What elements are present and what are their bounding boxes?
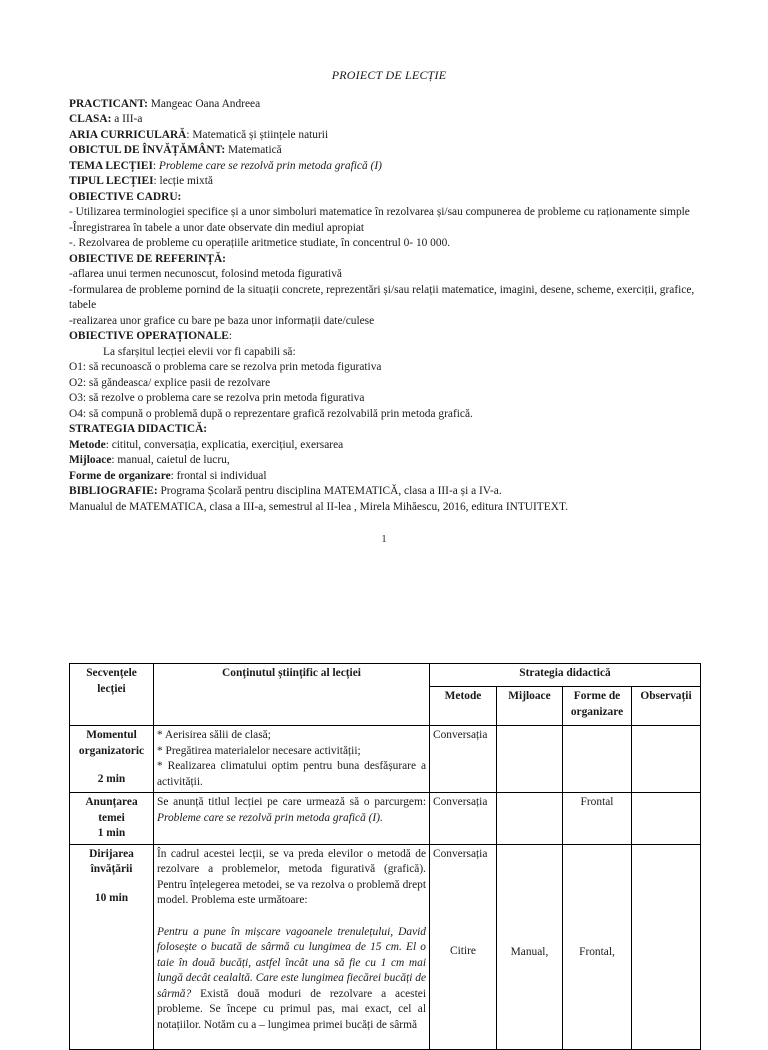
obiectul-value: Matematică: [225, 144, 282, 156]
practicant-value: Mangeac Oana Andreea: [147, 97, 261, 110]
header-strategia: Strategia didactică: [430, 664, 701, 687]
row-forme: Frontal: [563, 793, 632, 845]
row-mijloace: [497, 726, 563, 793]
header-forme: Forme de organizare: [563, 687, 632, 726]
content-line: * Realizarea climatului optim pentru buna desfășurare a activității.: [157, 760, 426, 788]
content-tail: Există două moduri de rezolvare a acestei probleme. Se începe cu primul pas, mai exact, cel al notațiilor. Notăm cu a – lungimea primei bucăți de sârmă: [157, 987, 426, 1031]
obiectiv-referinta-item: -aflarea unui termen necunoscut, folosind metoda figurativă: [69, 268, 342, 280]
lesson-plan-header: [69, 68, 709, 515]
obiective-operationale-colon: :: [228, 330, 232, 342]
mijloace-line: [69, 453, 709, 469]
header-metode: Metode: [430, 687, 497, 726]
row-forme: [563, 844, 632, 1049]
tema-sep: :: [152, 159, 159, 172]
forme-line: [69, 469, 709, 485]
aria-line: [69, 128, 709, 144]
row-content: [154, 793, 430, 845]
bibliografie-line-2: Manualul de MATEMATICA, clasa a III-a, semestrul al II-lea , Mirela Mihăescu, 2016, editura INTUITEXT.: [69, 500, 568, 513]
sequence-title: Anunțarea temei: [85, 796, 138, 824]
metode-line: [69, 438, 709, 454]
obiectiv-operational-item: O2: să găndeasca/ explice pasii de rezolvare: [69, 376, 271, 389]
table-row: [70, 793, 701, 845]
obiectiv-operational-item: O1: să recunoască o problema care se rezolva prin metoda figurativa: [69, 361, 382, 373]
content-italic: Pentru a pune în mișcare vagoanele trenulețului, David folosește o bucată de sârmă cu lungimea de 15 cm. El o taie în două bucăți, astfel încât una să fie cu 1 cm mai lungă decât cealaltă. Care este lungimea fiecărei bucăți de sârmă?: [157, 925, 426, 1000]
strategia-heading: STRATEGIA DIDACTICĂ:: [69, 423, 208, 435]
header-secvente: Secvențele lecției: [70, 664, 154, 726]
clasa-label: CLASA:: [69, 113, 112, 125]
obiective-operationale-intro: La sfarșitul lecției elevii vor fi capabili să:: [103, 345, 296, 358]
sequence-duration: 1 min: [97, 827, 126, 839]
obiectiv-operational-item: O4: să compună o problemă după o reprezentare grafică rezolvabilă prin metoda grafică.: [69, 407, 473, 420]
obiective-operationale-heading: [69, 329, 709, 345]
forme-value: : frontal si individual: [170, 469, 267, 482]
row-forme-value: Frontal,: [579, 945, 615, 958]
obiective-operationale-label: OBIECTIVE OPERAȚIONALE: [69, 330, 229, 342]
page-number: 1: [381, 534, 387, 545]
content-text: În cadrul acestei lecții, se va preda elevilor o metodă de rezolvare a problemelor, metoda figurativă (grafică). Pentru înțelegerea metodei, se va rezolva o problemă drept model. Problema este următoare:: [157, 847, 426, 906]
tema-label: TEMA LECȚIEI: [69, 159, 153, 172]
row-observatii: [632, 844, 701, 1049]
bibliografie-label: BIBLIOGRAFIE:: [69, 485, 158, 497]
row-metode: Conversația: [430, 726, 497, 793]
header-observatii: Observații: [632, 687, 701, 726]
tema-line: [69, 159, 709, 175]
row-content: [154, 844, 430, 1049]
tema-value: Probleme care se rezolvă prin metoda grafică (I): [158, 159, 382, 172]
obiective-referinta-heading: OBIECTIVE DE REFERINȚĂ:: [69, 252, 226, 265]
row-observatii: [632, 793, 701, 845]
row-metode-1: Conversația: [433, 847, 488, 860]
metode-value: : cititul, conversația, explicatia, exercițiul, exersarea: [105, 438, 344, 451]
obiectiv-referinta-item: -realizarea unor grafice cu bare pe baza unor informații date/culese: [69, 314, 375, 327]
row-mijloace-value: Manual,: [510, 945, 549, 958]
obiectiv-operational-item: O3: să rezolve o problema care se rezolva prin metoda figurativa: [69, 392, 365, 404]
row-sequence: [70, 726, 154, 793]
practicant-line: [69, 97, 709, 113]
obiectiv-cadru-item: - Utilizarea terminologiei specifice și a unor simboluri matematice în rezolvarea și/sau compunerea de probleme cu raționamente simple: [69, 206, 690, 218]
tipul-label: TIPUL LECȚIEI: [69, 175, 154, 187]
tipul-line: [69, 174, 709, 190]
sequence-title: Momentul organizatoric: [78, 729, 145, 757]
forme-label: Forme de organizare: [69, 469, 171, 482]
bibliografie-value: Programa Școlară pentru disciplina MATEMATICĂ, clasa a III-a și a IV-a.: [157, 485, 502, 497]
row-metode: [430, 844, 497, 1049]
row-sequence: [70, 844, 154, 1049]
tipul-value: : lecție mixtă: [153, 175, 213, 187]
sequence-title: Dirijarea învățării: [89, 847, 134, 875]
row-sequence: [70, 793, 154, 845]
content-italic: Probleme care se rezolvă prin metoda grafică (I).: [157, 811, 383, 824]
header-mijloace: Mijloace: [497, 687, 563, 726]
content-line: * Aerisirea sălii de clasă;: [157, 729, 271, 741]
content-text: Se anunță titlul lecției pe care urmează să o parcurgem:: [157, 796, 426, 808]
sequence-duration: 10 min: [94, 891, 129, 904]
aria-label: ARIA CURRICULARĂ: [69, 128, 187, 141]
obiectiv-referinta-item: -formularea de probleme pornind de la situații concrete, reprezentări și/sau relații matematice, imagini, desene, scheme, exerciții, grafice, tabele: [69, 283, 695, 311]
obiectul-line: [69, 143, 709, 159]
practicant-label: PRACTICANT:: [69, 97, 148, 110]
row-mijloace: [497, 793, 563, 845]
header-continut: Conținutul științific al lecției: [154, 664, 430, 726]
table-row: [70, 726, 701, 793]
bibliografie-line: [69, 484, 709, 500]
metode-label: Metode: [69, 438, 106, 451]
lesson-table: [69, 663, 701, 1050]
table-row: [70, 844, 701, 1049]
sequence-duration: 2 min: [97, 773, 126, 785]
obiectiv-cadru-item: -. Rezolvarea de probleme cu operațiile aritmetice studiate, în concentrul 0- 10 000.: [69, 237, 451, 249]
row-metode-2: Citire: [450, 945, 476, 957]
row-forme: [563, 726, 632, 793]
row-observatii: [632, 726, 701, 793]
obiective-cadru-heading: OBIECTIVE CADRU:: [69, 190, 182, 203]
clasa-line: [69, 112, 709, 128]
row-content: [154, 726, 430, 793]
mijloace-label: Mijloace: [69, 454, 112, 466]
row-metode: Conversația: [430, 793, 497, 845]
clasa-value: a III-a: [111, 113, 143, 125]
table-header-row: [70, 664, 701, 687]
mijloace-value: : manual, caietul de lucru,: [111, 454, 230, 466]
obiectul-label: OBICTUL DE ÎNVĂȚĂMÂNT:: [69, 144, 226, 156]
row-mijloace: [497, 844, 563, 1049]
aria-value: : Matematică și științele naturii: [186, 128, 329, 141]
content-line: * Pregătirea materialelor necesare activității;: [157, 744, 361, 757]
document-title: PROIECT DE LECȚIE: [331, 68, 447, 82]
obiectiv-cadru-item: -Înregistrarea în tabele a unor date observate din mediul apropiat: [69, 221, 365, 234]
